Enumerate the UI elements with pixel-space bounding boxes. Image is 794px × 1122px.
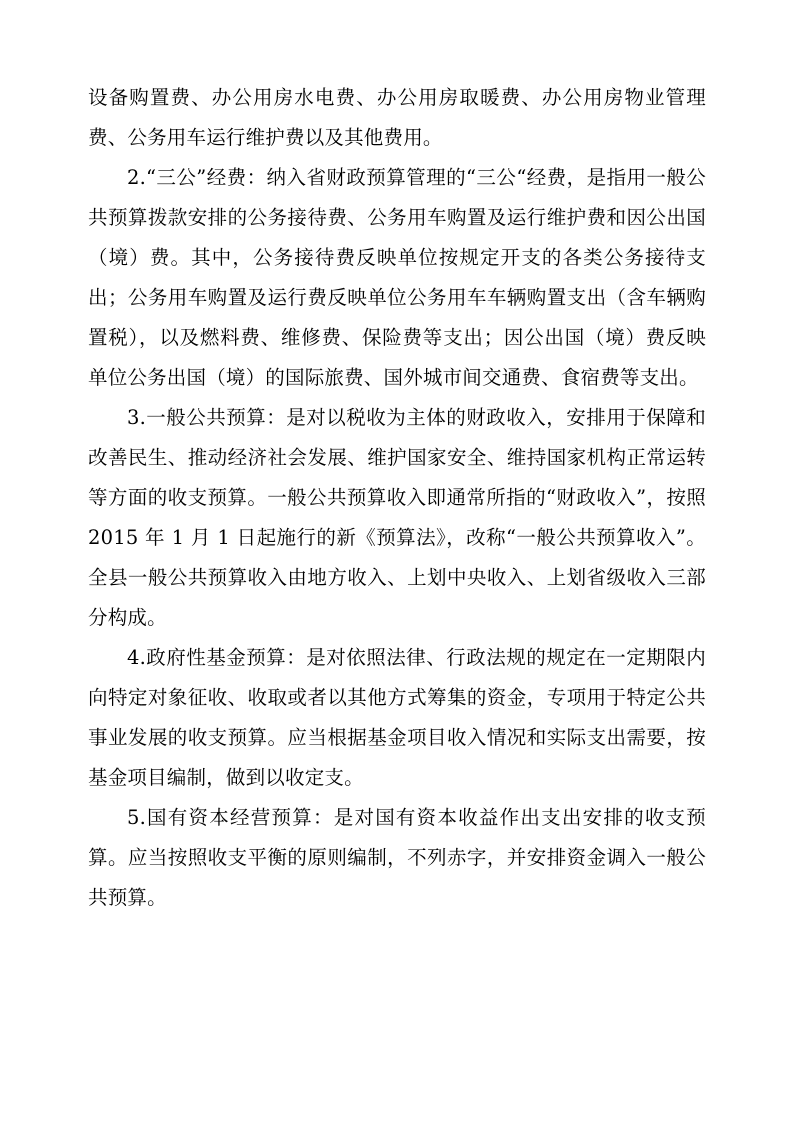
paragraph-government-fund-budget: 4.政府性基金预算：是对依照法律、行政法规的规定在一定期限内向特定对象征收、收取或者以其他方式筹集的资金，专项用于特定公共事业发展的收支预算。应当根据基金项目收入情况和实际支出需要，按基金项目编制，做到以收定支。 <box>88 646 706 789</box>
paragraph-general-public-budget: 3.一般公共预算：是对以税收为主体的财政收入，安排用于保障和改善民生、推动经济社会发展、维护国家安全、维持国家机构正常运转等方面的收支预算。一般公共预算收入即通常所指的“财政收入”，按照 2015 年 1 月 1 日起施行的新《预算法》，改称“一般公共预算收入”。全县一般公共预算收入由地方收入、上划中央收入、上划省级收入三部分构成。 <box>88 406 713 629</box>
paragraph-state-capital-operating-budget: 5.国有资本经营预算：是对国有资本收益作出支出安排的收支预算。应当按照收支平衡的原则编制，不列赤字，并安排资金调入一般公共预算。 <box>88 806 706 909</box>
paragraph-equipment-costs: 设备购置费、办公用房水电费、办公用房取暖费、办公用房物业管理费、公务用车运行维护费以及其他费用。 <box>88 86 706 149</box>
document-body <box>88 78 713 918</box>
paragraph-sangong-expenses: 2.“三公”经费：纳入省财政预算管理的“三公“经费，是指用一般公共预算拨款安排的公务接待费、公务用车购置及运行维护费和因公出国（境）费。其中，公务接待费反映单位按规定开支的各类公务接待支出；公务用车购置及运行费反映单位公务用车车辆购置支出（含车辆购置税），以及燃料费、维修费、保险费等支出；因公出国（境）费反映单位公务出国（境）的国际旅费、国外城市间交通费、食宿费等支出。 <box>88 166 706 389</box>
